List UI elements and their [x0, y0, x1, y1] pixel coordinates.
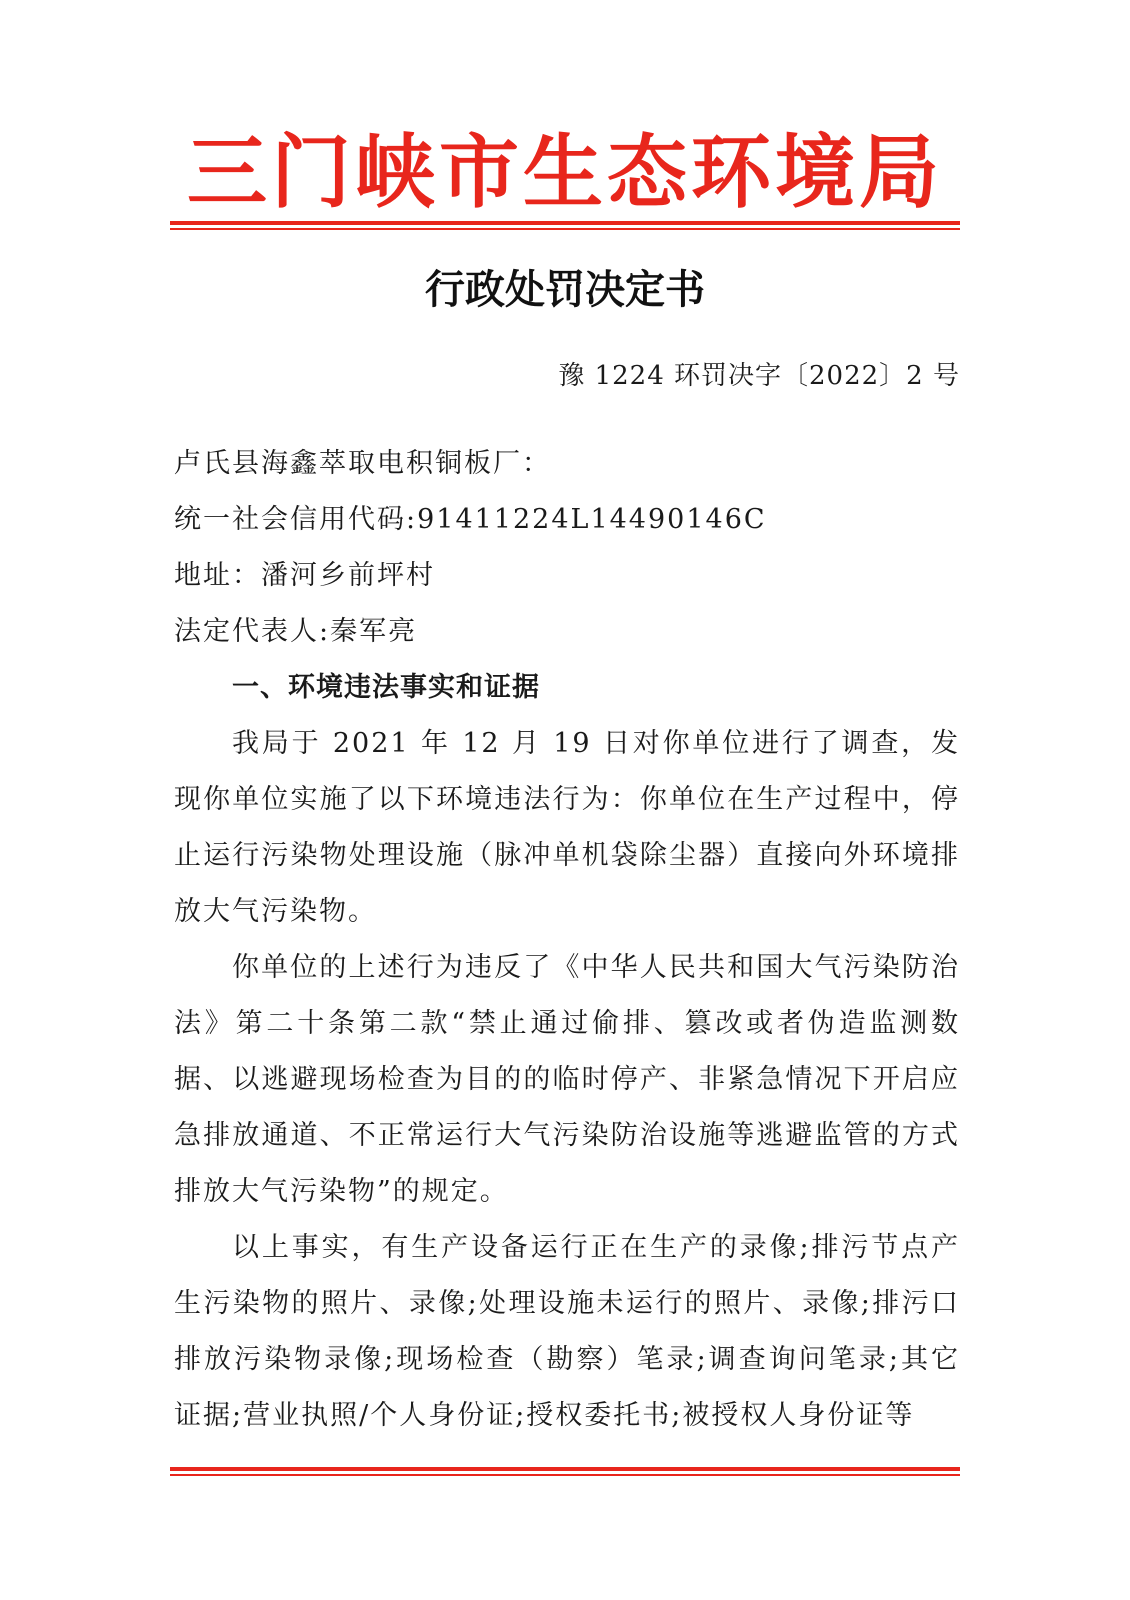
footer-red-divider: [170, 1467, 960, 1476]
header-red-divider: [170, 221, 960, 230]
paragraph-evidence: 以上事实，有生产设备运行正在生产的录像;排污节点产生污染物的照片、录像;处理设施未运行的照片、录像;排污口排放污染物录像;现场检查（勘察）笔录;调查询问笔录;其它证据;营业执照/个人身份证;授权委托书;被授权人身份证等: [174, 1232, 960, 1431]
document-number: 豫 1224 环罚决字〔2022〕2 号: [558, 361, 960, 391]
paragraph-investigation: 我局于 2021 年 12 月 19 日对你单位进行了调查，发现你单位实施了以下环境违法行为：你单位在生产过程中，停止运行污染物处理设施（脉冲单机袋除尘器）直接向外环境排放大气污染物。: [174, 728, 960, 927]
recipient-name: 卢氏县海鑫萃取电积铜板厂：: [174, 448, 551, 479]
credit-code: 统一社会信用代码:91411224L14490146C: [174, 504, 767, 535]
paragraph-legal-basis: 你单位的上述行为违反了《中华人民共和国大气污染防治法》第二十条第二款“禁止通过偷排、篡改或者伪造监测数据、以逃避现场检查为目的的临时停产、非紧急情况下开启应急排放通道、不正常运行大气污染防治设施等逃避监管的方式排放大气污染物”的规定。: [174, 952, 960, 1207]
section-heading-violation-facts: 一、环境违法事实和证据: [232, 672, 540, 703]
document-title: 行政处罚决定书: [425, 266, 705, 313]
address: 地址：潘河乡前坪村: [174, 560, 435, 591]
document-body: [174, 436, 960, 1444]
legal-representative: 法定代表人:秦军亮: [174, 616, 418, 647]
agency-header: 三门峡市生态环境局: [187, 126, 943, 219]
